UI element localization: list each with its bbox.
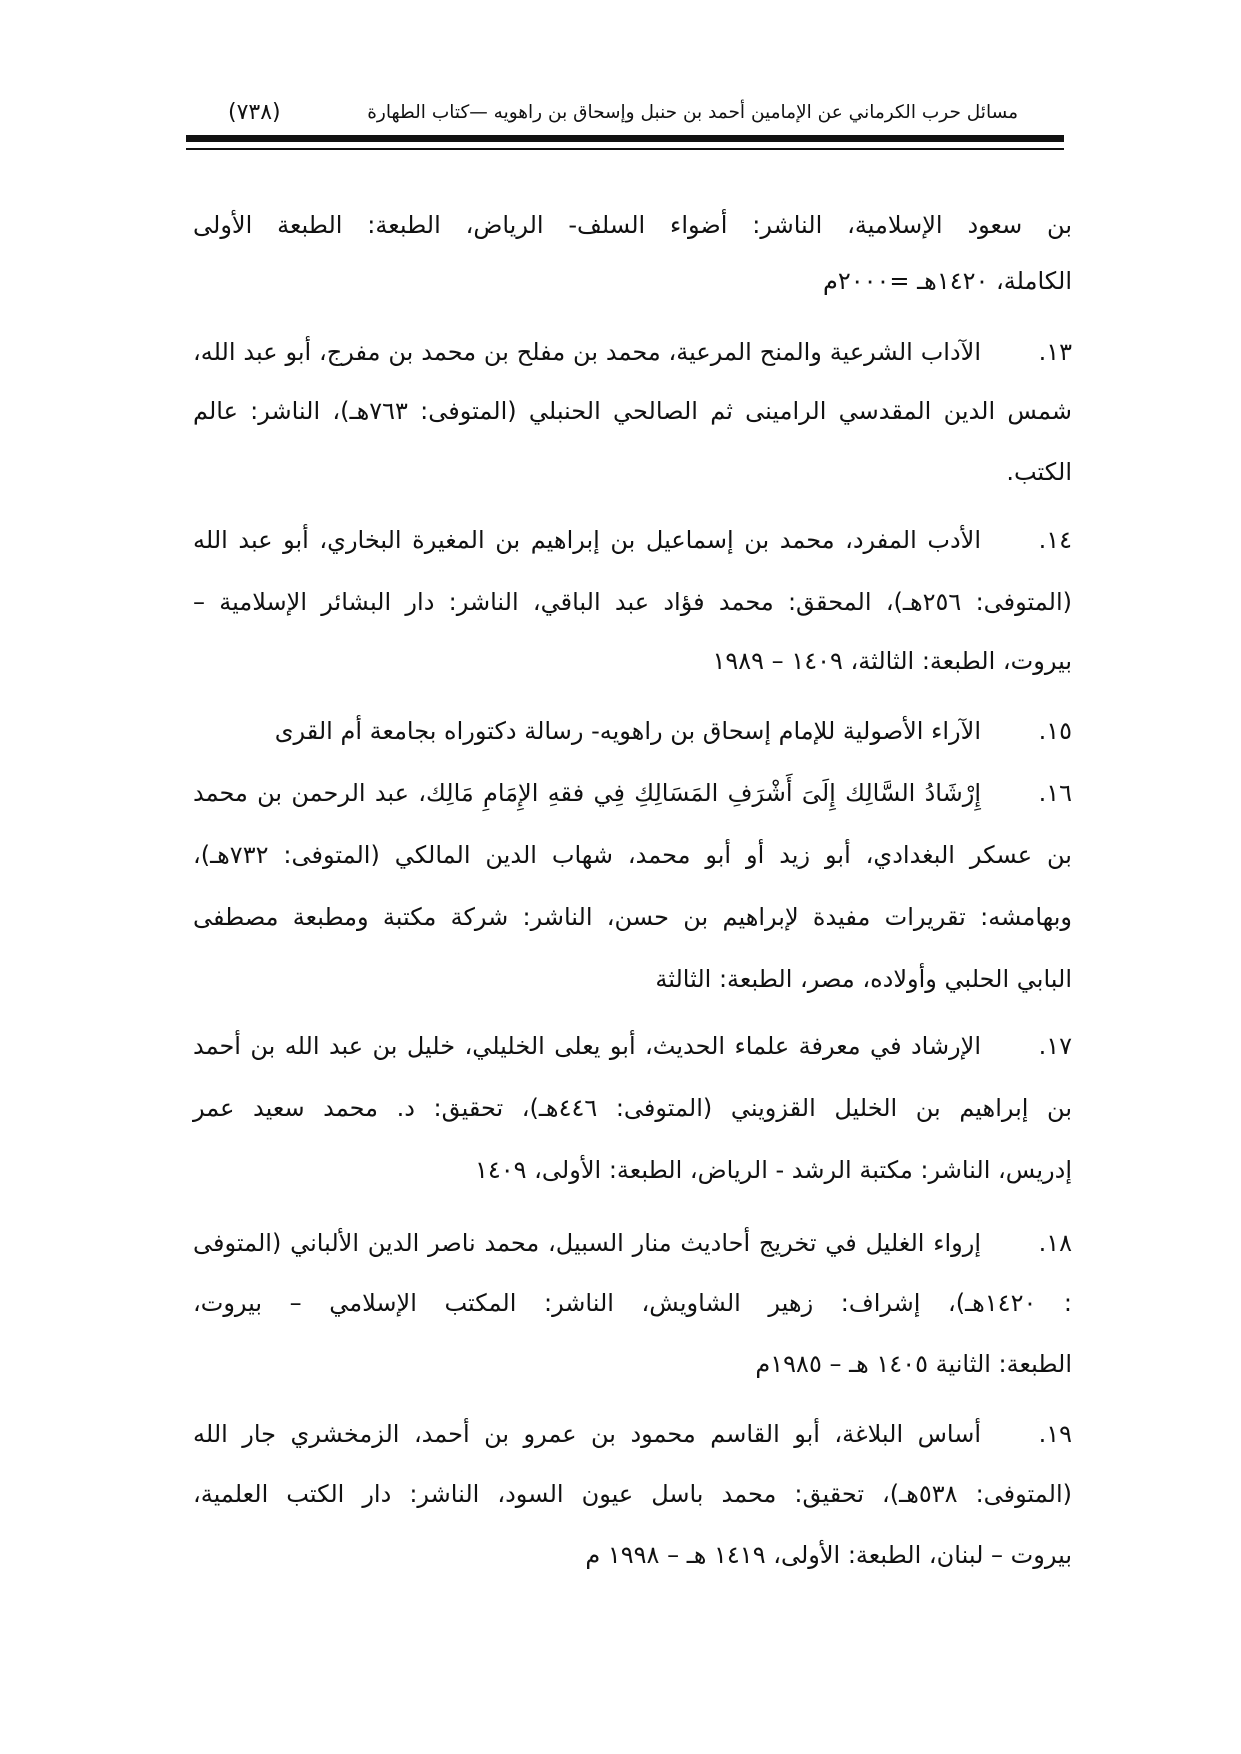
reference-line: بن عسكر البغدادي، أبو زيد أو أبو محمد، شهاب الدين المالكي (المتوفى: ٧٣٢هـ)، <box>193 841 1072 869</box>
reference-text: الآداب الشرعية والمنح المرعية، محمد بن مفلح بن محمد بن مفرج، أبو عبد الله، <box>193 338 981 366</box>
reference-first-line <box>193 1025 1072 1067</box>
header-rule-thin <box>186 148 1064 150</box>
reference-first-line <box>193 710 1072 752</box>
reference-line: بيروت، الطبعة: الثالثة، ١٤٠٩ – ١٩٨٩ <box>712 647 1072 675</box>
reference-first-line <box>193 1413 1072 1455</box>
reference-line: الكتب. <box>1006 458 1072 486</box>
reference-number: ١٨. <box>1038 1229 1072 1257</box>
reference-first-line <box>193 519 1072 561</box>
reference-line: بن إبراهيم بن الخليل القزويني (المتوفى: ٤٤٦هـ)، تحقيق: د. محمد سعيد عمر <box>193 1094 1073 1122</box>
reference-text: إِرْشَادُ السَّالِك إِلَىَ أَشْرَفِ المَسَالِكِ فِي فقهِ الإِمَامِ مَالِك، عبد الرحمن بن محمد <box>193 779 981 807</box>
reference-number: ١٥. <box>1038 717 1072 745</box>
reference-line: (المتوفى: ٥٣٨هـ)، تحقيق: محمد باسل عيون السود، الناشر: دار الكتب العلمية، <box>193 1480 1072 1508</box>
reference-number: ١٤. <box>1038 526 1072 554</box>
reference-line: شمس الدين المقدسي الرامينى ثم الصالحي الحنبلي (المتوفى: ٧٦٣هـ)، الناشر: عالم <box>193 397 1072 425</box>
reference-line: وبهامشه: تقريرات مفيدة لإبراهيم بن حسن، الناشر: شركة مكتبة ومطبعة مصطفى <box>193 903 1072 931</box>
reference-number: ١٩. <box>1038 1420 1072 1448</box>
reference-line: البابي الحلبي وأولاده، مصر، الطبعة: الثالثة <box>655 965 1072 993</box>
reference-line: (المتوفى: ٢٥٦هـ)، المحقق: محمد فؤاد عبد الباقي، الناشر: دار البشائر الإسلامية – <box>193 588 1072 616</box>
reference-number: ١٣. <box>1038 338 1072 366</box>
reference-text: الآراء الأصولية للإمام إسحاق بن راهويه- رسالة دكتوراه بجامعة أم القرى <box>274 717 981 745</box>
reference-first-line <box>193 772 1072 814</box>
reference-line: الطبعة: الثانية ١٤٠٥ هـ – ١٩٨٥م <box>755 1350 1072 1378</box>
reference-number: ١٦. <box>1038 779 1072 807</box>
reference-text: أساس البلاغة، أبو القاسم محمود بن عمرو بن أحمد، الزمخشري جار الله <box>193 1420 981 1448</box>
reference-text: الإرشاد في معرفة علماء الحديث، أبو يعلى الخليلي، خليل بن عبد الله بن أحمد <box>193 1032 981 1060</box>
reference-line: الكاملة، ١٤٢٠هـ =٢٠٠٠م <box>822 267 1072 295</box>
running-header-title: مسائل حرب الكرماني عن الإمامين أحمد بن حنبل وإسحاق بن راهويه —كتاب الطهارة <box>367 102 1018 123</box>
page-number: (٧٣٨) <box>228 100 281 125</box>
reference-line: إدريس، الناشر: مكتبة الرشد - الرياض، الطبعة: الأولى، ١٤٠٩ <box>474 1156 1072 1184</box>
reference-text: إرواء الغليل في تخريج أحاديث منار السبيل، محمد ناصر الدين الألباني (المتوفى <box>193 1229 981 1257</box>
reference-line: بن سعود الإسلامية، الناشر: أضواء السلف- الرياض، الطبعة: الطبعة الأولى <box>193 211 1072 239</box>
reference-text: الأدب المفرد، محمد بن إسماعيل بن إبراهيم بن المغيرة البخاري، أبو عبد الله <box>193 526 981 554</box>
header-rule-thick <box>186 135 1064 142</box>
reference-first-line <box>193 1222 1072 1264</box>
reference-line: بيروت – لبنان، الطبعة: الأولى، ١٤١٩ هـ – ١٩٩٨ م <box>585 1541 1072 1569</box>
reference-number: ١٧. <box>1038 1032 1072 1060</box>
reference-first-line <box>193 331 1072 373</box>
reference-line: : ١٤٢٠هـ)، إشراف: زهير الشاويش، الناشر: المكتب الإسلامي – بيروت، <box>193 1289 1073 1317</box>
